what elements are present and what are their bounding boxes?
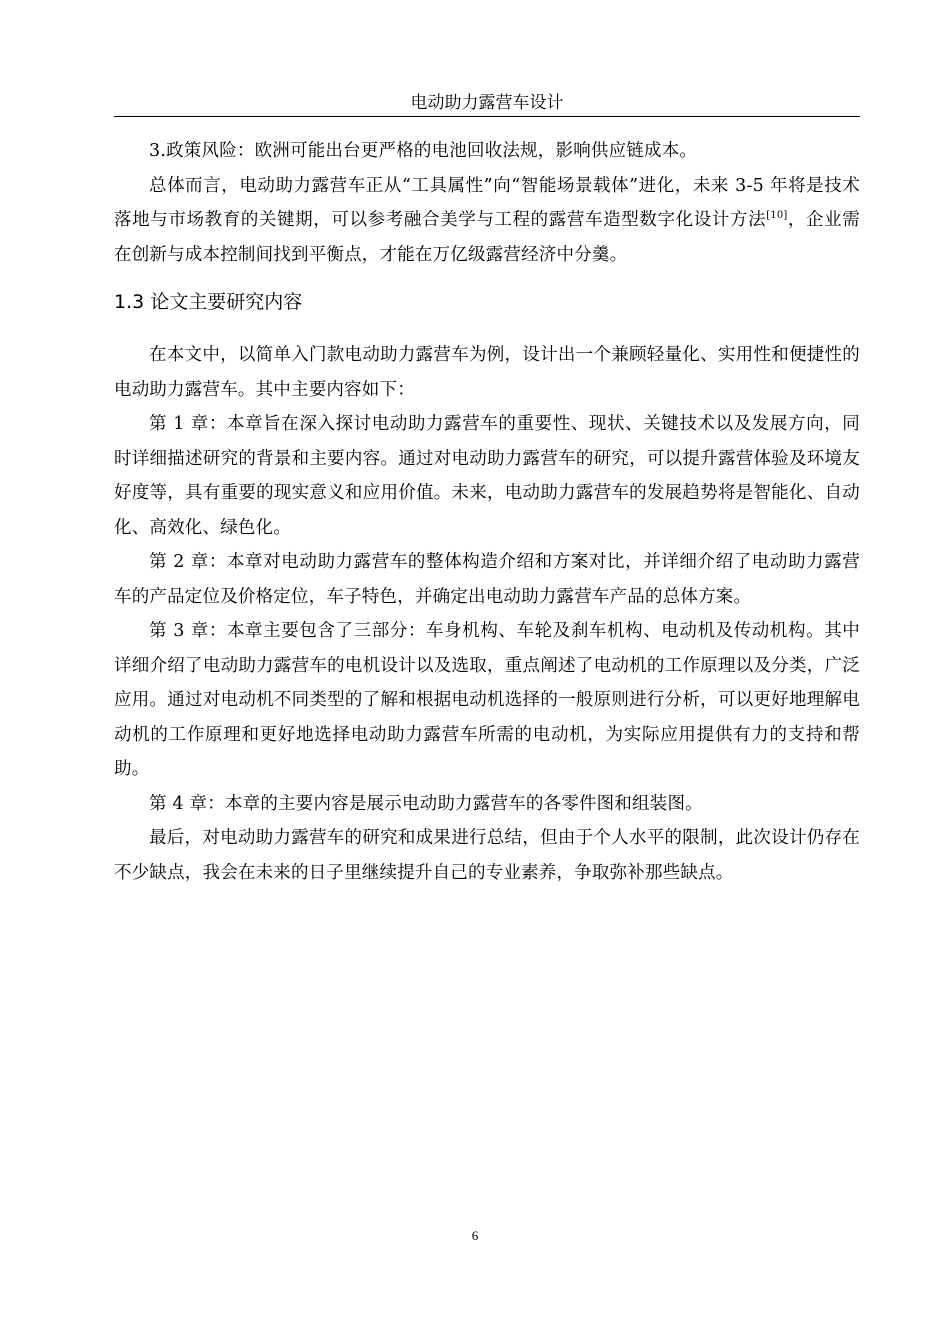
page-body xyxy=(114,134,860,890)
paragraph-chapter-3: 第 3 章：本章主要包含了三部分：车身机构、车轮及刹车机构、电动机及传动机构。其中详细介绍了电动助力露营车的电机设计以及选取，重点阐述了电动机的工作原理以及分类，广泛应用。通过对电动机不同类型的了解和根据电动机选择的一般原则进行分析，可以更好地理解电动机的工作原理和更好地选择电动助力露营车所需的电动机，为实际应用提供有力的支持和帮助。 xyxy=(114,621,860,779)
paragraph-chapter-1: 第 1 章：本章旨在深入探讨电动助力露营车的重要性、现状、关键技术以及发展方向，同时详细描述研究的背景和主要内容。通过对电动助力露营车的研究，可以提升露营体验及环境友好度等，具有重要的现实意义和应用价值。未来，电动助力露营车的发展趋势将是智能化、自动化、高效化、绿色化。 xyxy=(114,414,860,538)
page-number: 6 xyxy=(471,1228,479,1243)
header-title: 电动助力露营车设计 xyxy=(410,93,564,113)
paragraph-summary xyxy=(114,169,860,273)
paragraph-chapter-4: 第 4 章：本章的主要内容是展示电动助力露营车的各零件图和组装图。 xyxy=(149,793,703,814)
running-header xyxy=(114,90,860,117)
summary-text-end: ，企业需在创新与成本控制间找到平衡点，才能在万亿级露营经济中分羹。 xyxy=(114,210,860,265)
citation-ref: [10] xyxy=(766,210,788,222)
section-heading: 1.3 论文主要研究内容 xyxy=(114,291,303,313)
paragraph-intro: 在本文中，以简单入门款电动助力露营车为例，设计出一个兼顾轻量化、实用性和便捷性的电动助力露营车。其中主要内容如下： xyxy=(114,345,860,400)
summary-text: 总体而言，电动助力露营车正从“工具属性”向“智能场景载体”进化，未来 3-5 年将是技术落地与市场教育的关键期，可以参考融合美学与工程的露营车造型数字化设计方法 xyxy=(114,175,860,230)
paragraph-policy-risk: 3.政策风险：欧洲可能出台更严格的电池回收法规，影响供应链成本。 xyxy=(149,141,698,161)
paragraph-chapter-2: 第 2 章：本章对电动助力露营车的整体构造介绍和方案对比，并详细介绍了电动助力露营车的产品定位及价格定位，车子特色，并确定出电动助力露营车产品的总体方案。 xyxy=(114,552,860,607)
paragraph-conclusion: 最后，对电动助力露营车的研究和成果进行总结，但由于个人水平的限制，此次设计仍存在不少缺点，我会在未来的日子里继续提升自己的专业素养，争取弥补那些缺点。 xyxy=(114,828,860,883)
